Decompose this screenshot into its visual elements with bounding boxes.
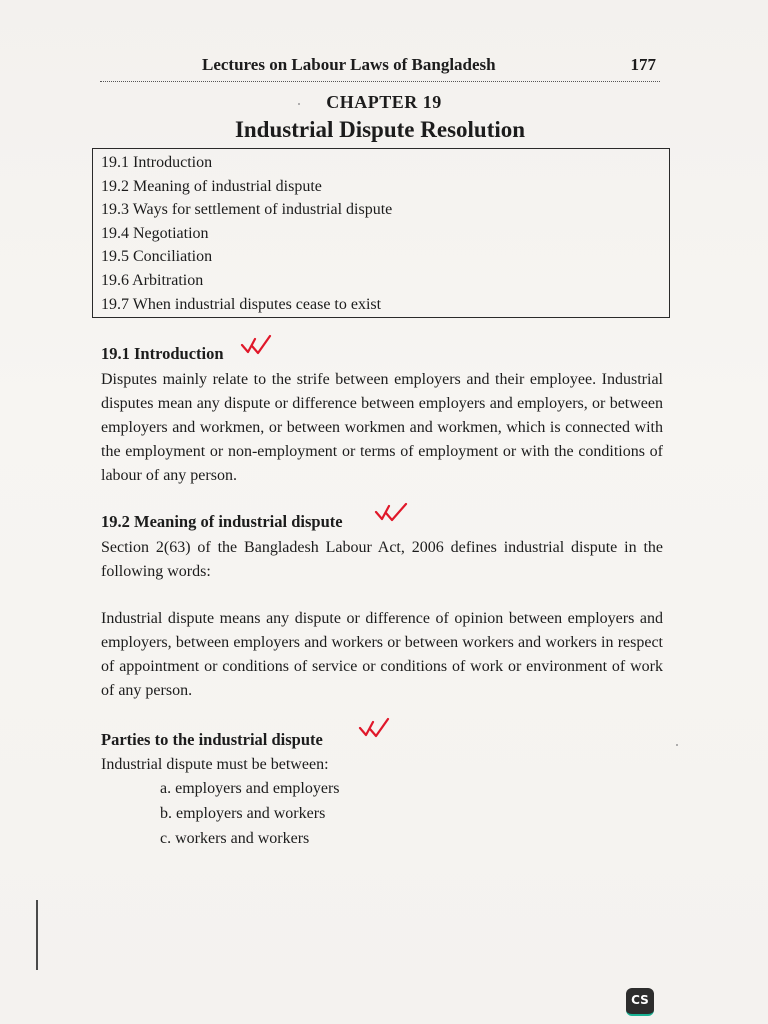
toc-item: 19.6 Arbitration: [101, 271, 204, 289]
intro-paragraph: Disputes mainly relate to the strife between employers and their employee. Industrial disputes mean any dispute or difference between employers and employers, or between employers and workmen, or between workmen and workmen, which is connected with the employment or non-employment or terms of employment or with the conditions of labour of any person.: [101, 371, 663, 484]
running-header: [100, 55, 660, 82]
speck: [298, 103, 300, 105]
list-item: a. employers and employers: [160, 780, 340, 797]
page-number: 177: [630, 55, 656, 74]
toc-item: 19.3 Ways for settlement of industrial dispute: [101, 201, 393, 219]
definition-paragraph: Industrial dispute means any dispute or difference of opinion between employers and employers, between employers and workers or between workers and workers in respect of appointment or conditions of service or conditions of work or environment of work of any person.: [101, 610, 663, 699]
toc-item: 19.1 Introduction: [101, 154, 213, 171]
list-item: c. workers and workers: [160, 830, 310, 847]
parties-paragraph: Industrial dispute must be between:: [101, 756, 329, 773]
running-title: Lectures on Labour Laws of Bangladesh: [202, 55, 496, 74]
list-item: b. employers and workers: [160, 805, 326, 822]
chapter-title: Industrial Dispute Resolution: [234, 117, 526, 142]
table-of-contents: [92, 148, 670, 318]
toc-item: 19.7 When industrial disputes cease to exist: [101, 295, 382, 313]
handwritten-tick-icon: [358, 716, 392, 740]
meaning-paragraph: Section 2(63) of the Bangladesh Labour Act, 2006 defines industrial dispute in the following words:: [101, 539, 663, 580]
parties-heading: Parties to the industrial dispute: [101, 730, 323, 749]
meaning-heading: 19.2 Meaning of industrial dispute: [101, 512, 343, 531]
handwritten-tick-icon: [374, 500, 410, 524]
toc-item: 19.5 Conciliation: [101, 248, 213, 266]
toc-item: 19.4 Negotiation: [101, 224, 209, 242]
parties-list: [160, 776, 340, 851]
page-edge-mark: [36, 900, 38, 970]
camscanner-logo-icon: CS: [626, 988, 654, 1016]
intro-heading: 19.1 Introduction: [101, 344, 224, 363]
handwritten-tick-icon: [240, 333, 274, 357]
toc-item: 19.2 Meaning of industrial dispute: [101, 177, 322, 195]
speck: [676, 744, 678, 746]
chapter-label: CHAPTER 19: [326, 92, 442, 112]
